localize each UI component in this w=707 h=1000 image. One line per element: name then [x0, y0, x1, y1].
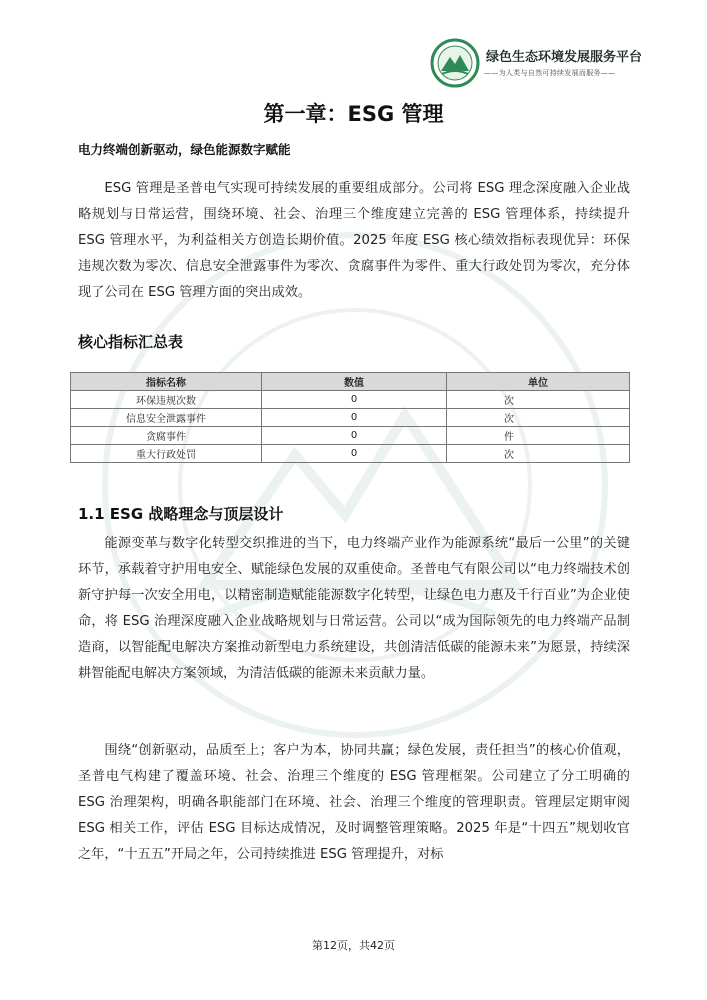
cell-unit: 次	[447, 409, 630, 427]
table-row	[71, 445, 630, 463]
page-number-footer: 第12页，共42页	[312, 939, 395, 952]
intro-paragraph: ESG 管理是圣普电气实现可持续发展的重要组成部分。公司将 ESG 理念深度融入企业战略规划与日常运营，围绕环境、社会、治理三个维度建立完善的 ESG 管理体系，持续提升 ESG 管理水平，为利益相关方创造长期价值。2025 年度 ESG 核心绩效指标表现优异：环保违规次数为零次、信息安全泄露事件为零次、贪腐事件为零件、重大行政处罚为零次，充分体现了公司在 ESG 管理方面的突出成效。	[78, 181, 630, 300]
cell-indicator-name: 环保违规次数	[71, 391, 262, 409]
org-name: 绿色生态环境发展服务平台	[486, 50, 643, 65]
kpi-summary-table	[70, 372, 630, 463]
column-header-name: 指标名称	[71, 373, 262, 391]
column-header-unit: 单位	[447, 373, 630, 391]
section-1-1-paragraph-2: 围绕“创新驱动，品质至上；客户为本，协同共赢；绿色发展，责任担当”的核心价值观，圣普电气构建了覆盖环境、社会、治理三个维度的 ESG 管理框架。公司建立了分工明确的 ESG 治理架构，明确各职能部门在环境、社会、治理三个维度的管理职责。管理层定期审阅 ESG 相关工作，评估 ESG 目标达成情况，及时调整管理策略。2025 年是“十四五”规划收官之年，“十五五”开局之年，公司持续推进 ESG 管理提升，对标	[78, 743, 630, 862]
cell-value: 0	[262, 445, 447, 463]
cell-unit: 件	[447, 427, 630, 445]
org-logo-icon	[430, 38, 480, 88]
table-row	[71, 391, 630, 409]
org-slogan: ——为人类与自然可持续发展而服务——	[484, 69, 616, 77]
chapter-title: 第一章：ESG 管理	[263, 102, 444, 126]
table-header-row	[71, 373, 630, 391]
cell-value: 0	[262, 427, 447, 445]
column-header-value: 数值	[262, 373, 447, 391]
section-1-1-paragraph-1: 能源变革与数字化转型交织推进的当下，电力终端产业作为能源系统“最后一公里”的关键环节，承载着守护用电安全、赋能绿色发展的双重使命。圣普电气有限公司以“电力终端技术创新守护每一次安全用电，以精密制造赋能能源数字化转型，让绿色电力惠及千行百业”为企业使命，将 ESG 治理深度融入企业战略规划与日常运营。公司以“成为国际领先的电力终端产品制造商，以智能配电解决方案推动新型电力系统建设，共创清洁低碳的能源未来”为愿景，持续深耕智能配电解决方案领域，为清洁低碳的能源未来贡献力量。	[78, 536, 630, 681]
cell-unit: 次	[447, 445, 630, 463]
cell-indicator-name: 贪腐事件	[71, 427, 262, 445]
table-row	[71, 427, 630, 445]
section-heading-1-1: 1.1 ESG 战略理念与顶层设计	[78, 505, 284, 523]
cell-unit: 次	[447, 391, 630, 409]
cell-indicator-name: 重大行政处罚	[71, 445, 262, 463]
cell-value: 0	[262, 409, 447, 427]
table-row	[71, 409, 630, 427]
chapter-subtitle: 电力终端创新驱动，绿色能源数字赋能	[78, 142, 291, 157]
kpi-section-heading: 核心指标汇总表	[78, 333, 184, 351]
cell-value: 0	[262, 391, 447, 409]
cell-indicator-name: 信息安全泄露事件	[71, 409, 262, 427]
page-header	[430, 38, 670, 94]
